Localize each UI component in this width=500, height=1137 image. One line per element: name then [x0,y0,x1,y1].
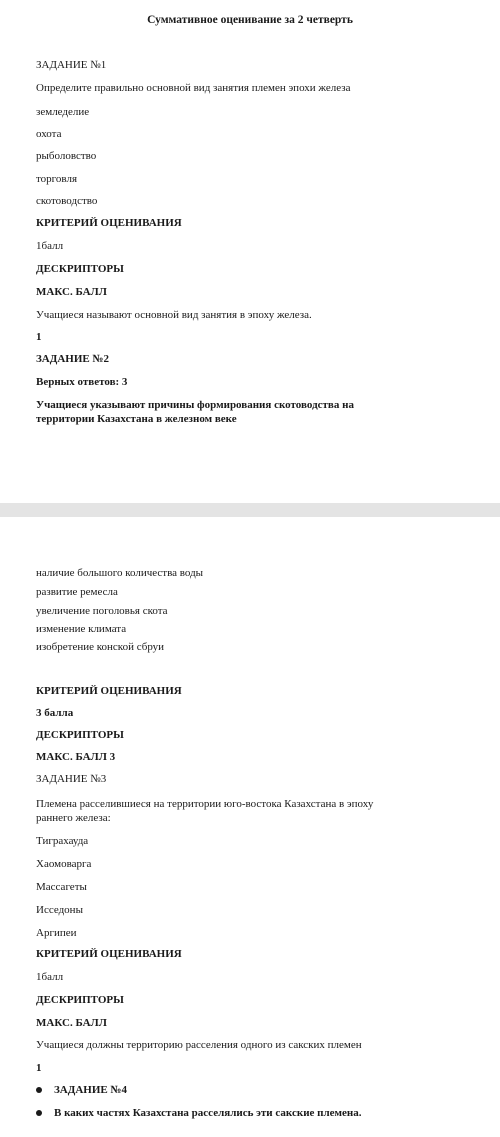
max-score-heading: МАКС. БАЛЛ [36,286,107,298]
task1-heading: ЗАДАНИЕ №1 [36,59,107,71]
max-score-value: 1 [36,331,42,343]
document-page-2 [0,517,500,1137]
task3-option: Хаомоварга [36,858,92,870]
task4-heading: ЗАДАНИЕ №4 [54,1084,128,1096]
task2-option: увеличение поголовья скота [36,605,168,617]
task1-option: рыболовство [36,150,97,162]
document-title: Суммативное оценивание за 2 четверть [147,14,353,26]
task2-option: изобретение конской сбруи [36,641,165,653]
max-score2-value: 1 [36,1062,42,1074]
descriptors-heading: ДЕСКРИПТОРЫ [36,263,124,275]
task2-correct-count: Верных ответов: 3 [36,376,128,388]
task2-heading: ЗАДАНИЕ №2 [36,353,110,365]
task2-option: наличие большого количества воды [36,567,204,579]
task1-option: земледелие [36,106,90,118]
descriptors2-heading: ДЕСКРИПТОРЫ [36,994,124,1006]
task2-option: развитие ремесла [36,586,118,598]
task3-option: Аргипеи [36,927,77,939]
task2-option: изменение климата [36,623,127,635]
task3-option: Исседоны [36,904,83,916]
max-score-heading: МАКС. БАЛЛ 3 [36,751,116,763]
max-score2-heading: МАКС. БАЛЛ [36,1017,107,1029]
descriptor2-text: Учащиеся должны территорию расселения одного из сакских племен [36,1039,362,1051]
criteria-heading: КРИТЕРИЙ ОЦЕНИВАНИЯ [36,685,182,697]
task1-option: торговля [36,173,77,185]
task3-option: Тиграхауда [36,835,89,847]
criteria2-heading: КРИТЕРИЙ ОЦЕНИВАНИЯ [36,948,182,960]
task3-heading: ЗАДАНИЕ №3 [36,773,107,785]
descriptors-heading: ДЕСКРИПТОРЫ [36,729,124,741]
document-page-1 [0,0,500,503]
bullet-icon [36,1110,42,1116]
task3-question: Племена расселившиеся на территории юго-востока Казахстана в эпоху раннего железа: [36,798,374,824]
task1-question: Определите правильно основной вид занятия племен эпохи железа [36,82,351,94]
criteria-score: 1балл [36,240,64,252]
bullet-icon [36,1087,42,1093]
task1-option: скотоводство [36,195,98,207]
task4-question: В каких частях Казахстана расселялись эти сакские племена. [54,1107,362,1119]
criteria-score: 3 балла [36,707,74,719]
task1-option: охота [36,128,62,140]
task2-question: Учащиеся указывают причины формирования скотоводства на территории Казахстана в железном веке [36,399,354,425]
descriptor-text: Учащиеся называют основной вид занятия в эпоху железа. [36,309,312,321]
criteria2-score: 1балл [36,971,64,983]
criteria-heading: КРИТЕРИЙ ОЦЕНИВАНИЯ [36,217,182,229]
task3-option: Массагеты [36,881,87,893]
